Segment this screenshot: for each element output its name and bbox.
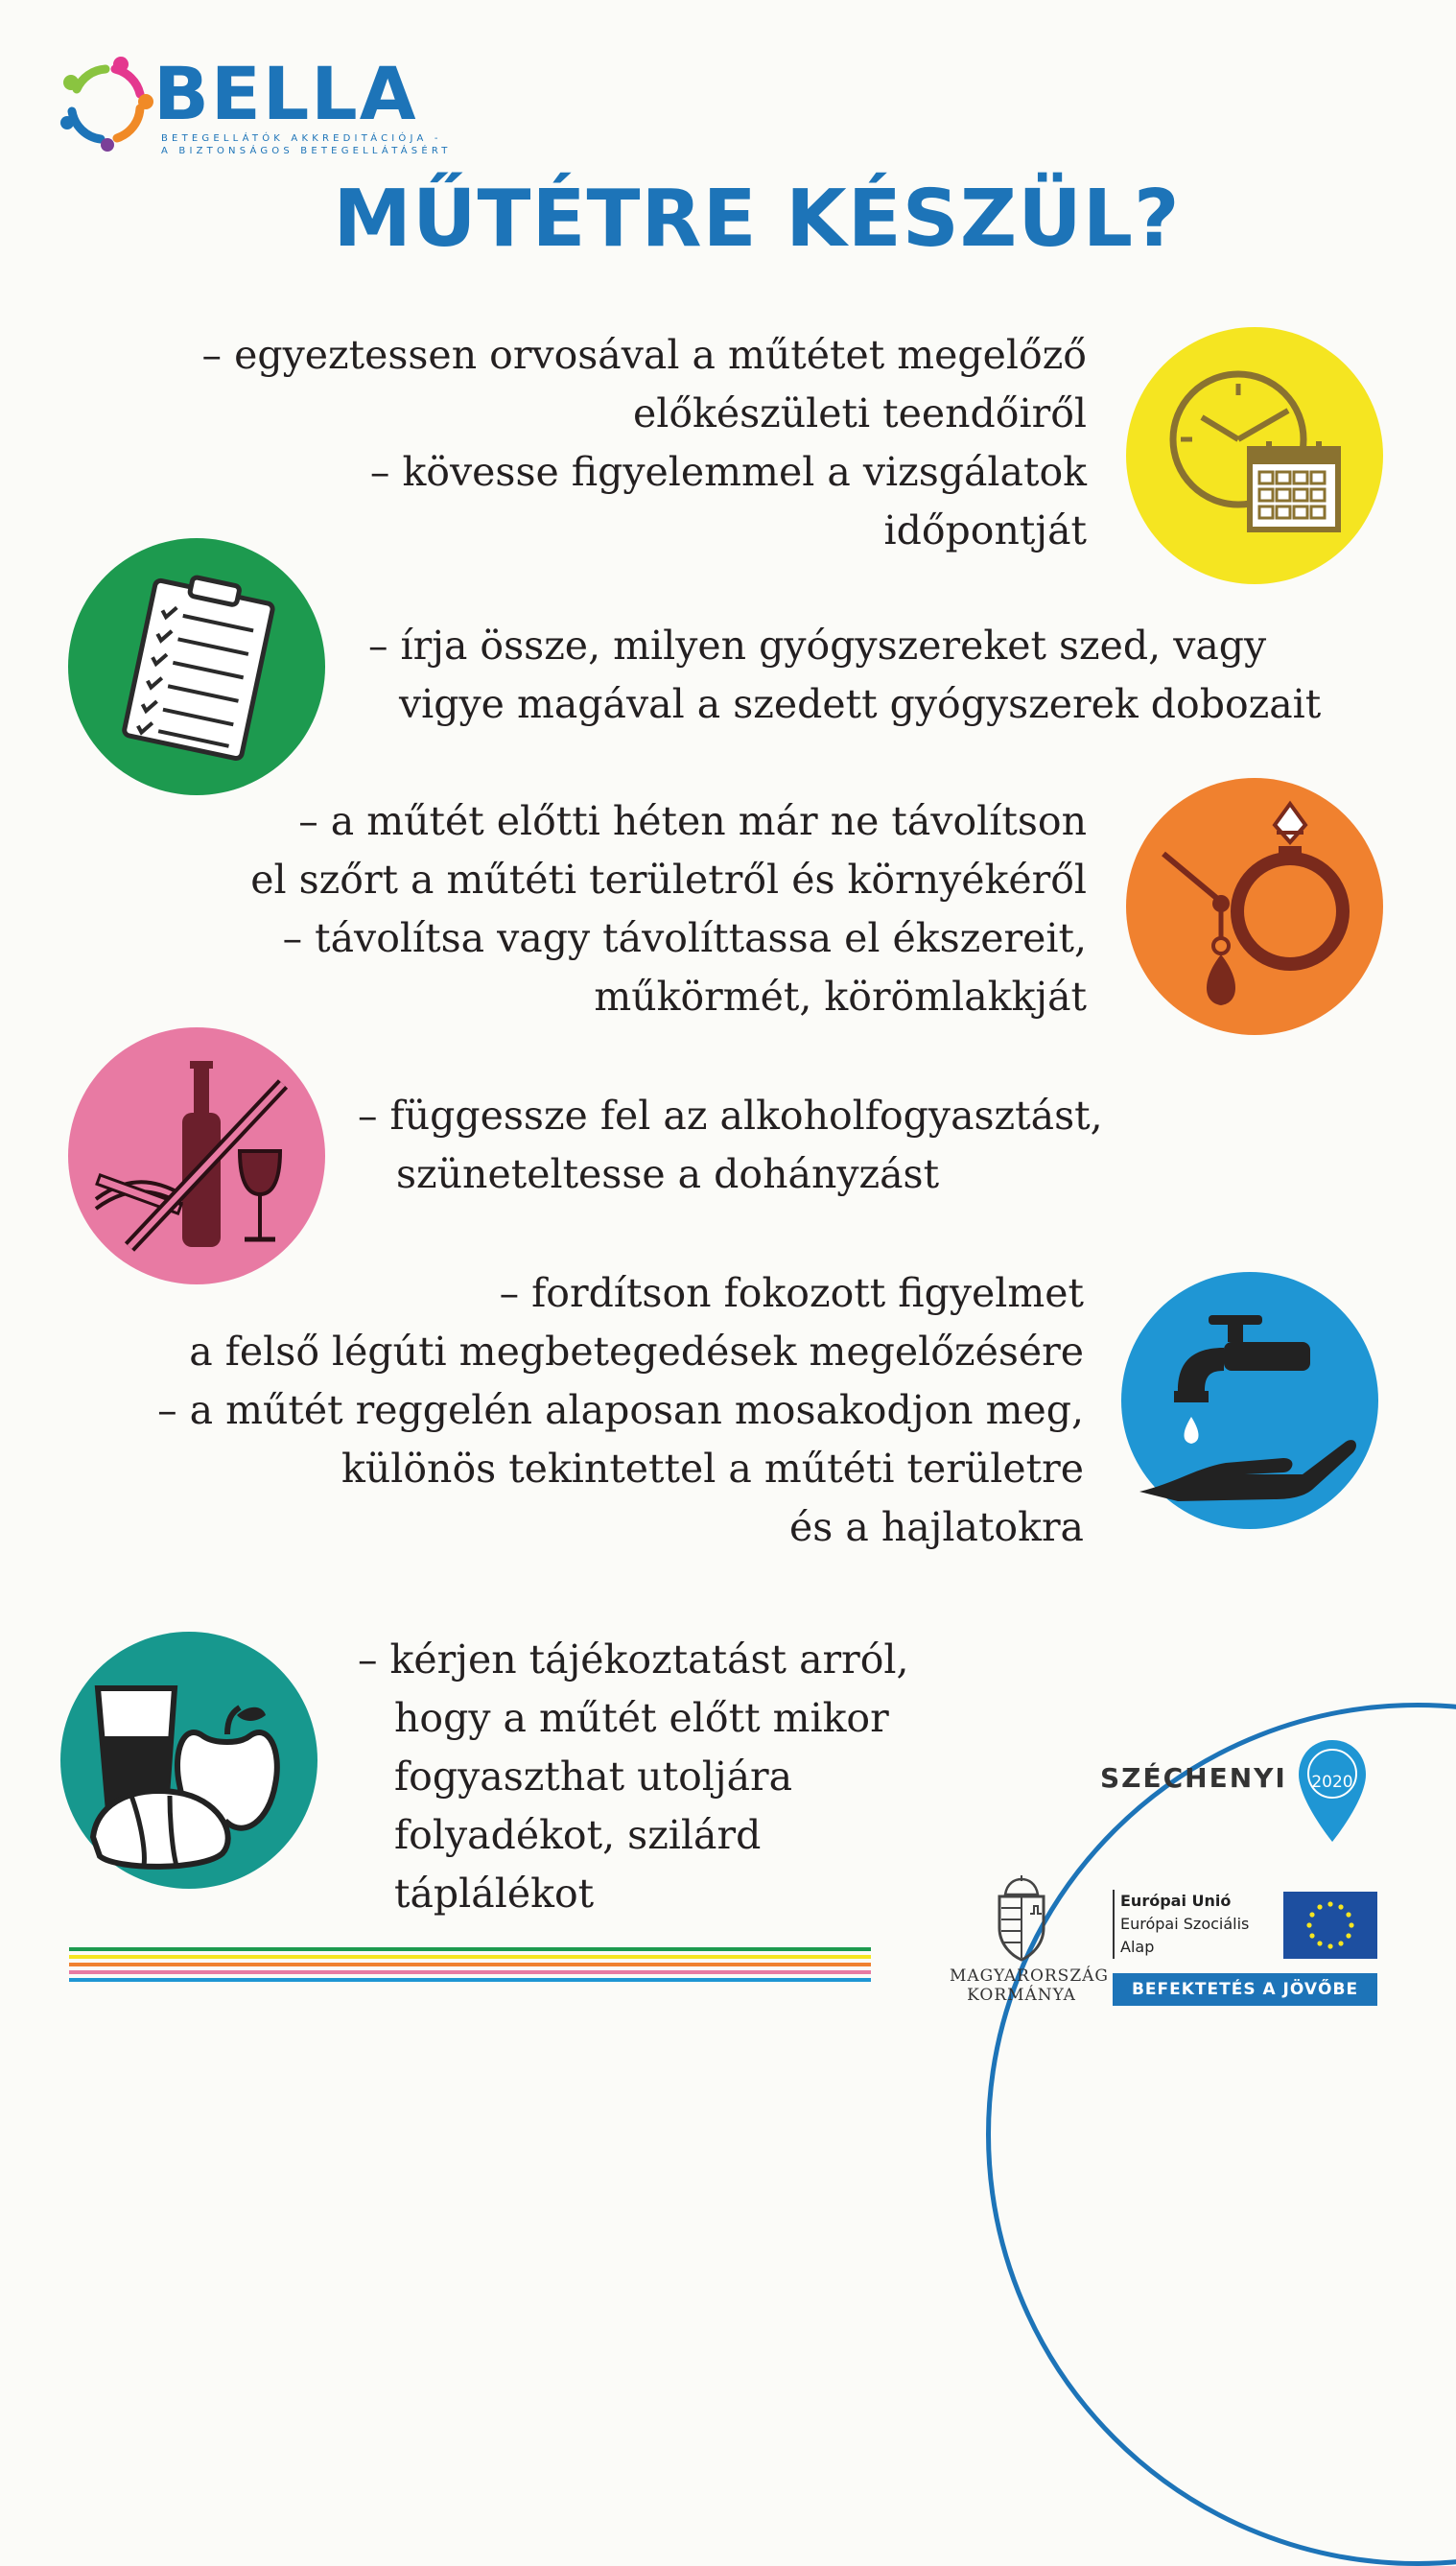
stripe-green — [69, 1947, 871, 1951]
section-6-text — [358, 1631, 909, 1923]
government-label — [950, 1966, 1109, 2005]
stripe-blue — [69, 1978, 871, 1982]
clock-calendar-icon — [1125, 326, 1384, 585]
bella-logo-mark — [58, 56, 153, 152]
szechenyi-label: SZÉCHENYI — [1100, 1762, 1287, 1794]
logo-subtitle — [161, 132, 452, 157]
section-6-line-3: fogyaszthat utoljára — [394, 1754, 793, 1800]
section-1-line-3: – kövesse figyelemmel a vizsgálatok — [369, 449, 1087, 495]
food-drink-icon — [59, 1631, 318, 1890]
stripe-yellow — [69, 1955, 871, 1959]
section-6-line-4: folyadékot, szilárd — [394, 1812, 762, 1858]
section-3-text — [250, 792, 1087, 1026]
government-line-1: MAGYARORSZÁG — [950, 1966, 1109, 1986]
section-1-line-2: előkészületi teendőiről — [632, 390, 1087, 436]
logo-name: BELLA — [153, 51, 418, 136]
section-1-line-1: – egyeztessen orvosával a műtétet megelőző — [201, 332, 1087, 378]
water-tap-hand-icon — [1120, 1271, 1379, 1530]
section-2-line-1: – írja össze, milyen gyógyszereket szed, vagy — [368, 623, 1267, 669]
hungarian-coat-of-arms-icon — [988, 1875, 1055, 1962]
section-3-line-4: műkörmét, körömlakkját — [594, 974, 1087, 1020]
section-4-text — [358, 1087, 1103, 1204]
section-3-line-3: – távolítsa vagy távolíttassa el ékszereit, — [282, 915, 1087, 961]
jewelry-ring-icon — [1125, 777, 1384, 1036]
section-1-line-4: időpontját — [883, 507, 1087, 553]
eu-divider — [1113, 1890, 1115, 1959]
section-5-line-3: – a műtét reggelén alaposan mosakodjon meg, — [157, 1387, 1084, 1433]
section-3-line-2: el szőrt a műtéti területről és környékéről — [250, 857, 1087, 903]
eu-line-1: Európai Unió — [1120, 1892, 1232, 1910]
section-1-text — [202, 326, 1087, 560]
szechenyi-arc — [986, 1703, 1456, 2566]
section-5-line-2: a felső légúti megbetegedések megelőzésére — [189, 1329, 1084, 1375]
eu-text — [1120, 1890, 1249, 1959]
section-6-line-5: táplálékot — [394, 1871, 595, 1917]
section-2-line-2: vigye magával a szedett gyógyszerek dobozait — [399, 681, 1322, 727]
logo-subtitle-line-1: BETEGELLÁTÓK AKKREDITÁCIÓJA - — [161, 133, 442, 144]
section-5-line-4: különös tekintettel a műtéti területre — [341, 1446, 1084, 1492]
no-alcohol-smoking-icon — [67, 1026, 326, 1285]
logo-subtitle-line-2: A BIZTONSÁGOS BETEGELLÁTÁSÉRT — [161, 146, 452, 156]
section-4-line-2: szüneteltesse a dohányzást — [396, 1151, 940, 1197]
section-4-line-1: – függessze fel az alkoholfogyasztást, — [358, 1093, 1103, 1139]
section-6-line-2: hogy a műtét előtt mikor — [394, 1695, 889, 1741]
section-5-line-5: és a hajlatokra — [789, 1504, 1084, 1550]
section-3-line-1: – a műtét előtti héten már ne távolítson — [298, 798, 1087, 844]
checklist-clipboard-icon — [67, 537, 326, 796]
eu-line-3: Alap — [1120, 1938, 1155, 1956]
eu-line-2: Európai Szociális — [1120, 1915, 1250, 1933]
stripe-orange — [69, 1963, 871, 1966]
section-5-text — [157, 1264, 1084, 1557]
szechenyi-year: 2020 — [1311, 1773, 1353, 1792]
section-5-line-1: – fordítson fokozott figyelmet — [499, 1270, 1084, 1316]
eu-banner: BEFEKTETÉS A JÖVŐBE — [1113, 1973, 1377, 2006]
government-line-2: KORMÁNYA — [967, 1986, 1076, 2005]
section-6-line-1: – kérjen tájékoztatást arról, — [358, 1636, 909, 1683]
section-2-text — [368, 617, 1321, 734]
eu-flag-icon — [1283, 1892, 1377, 1959]
stripe-pink — [69, 1970, 871, 1974]
page-title: MŰTÉTRE KÉSZÜL? — [333, 174, 1181, 265]
